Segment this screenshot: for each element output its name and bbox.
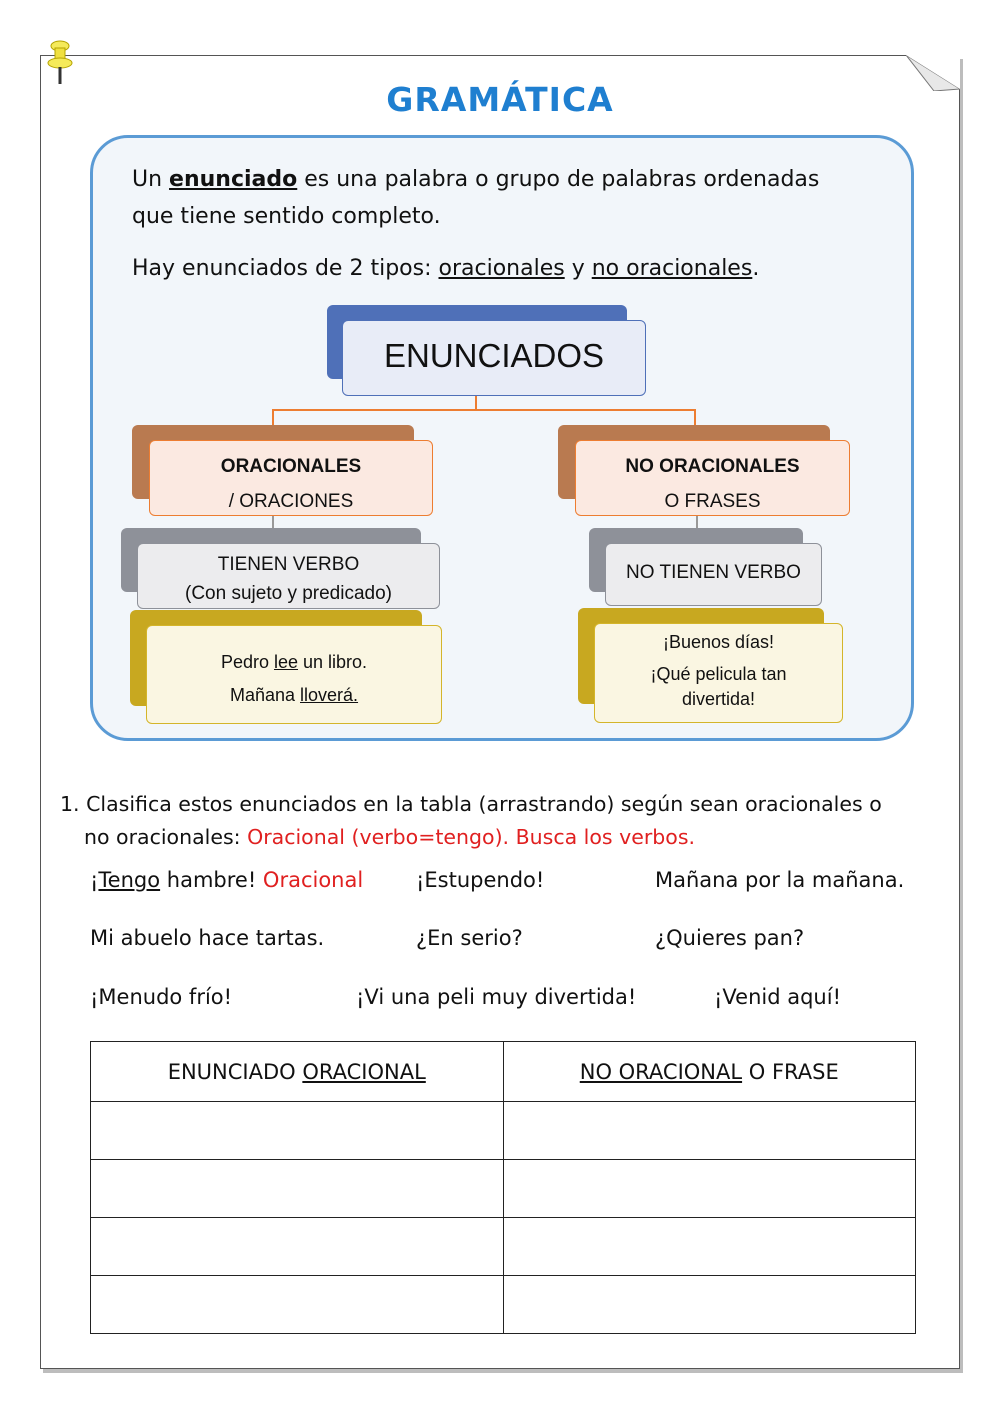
connector-horizontal <box>272 409 696 411</box>
draggable-item-menudo-frio[interactable]: ¡Menudo frío! <box>90 985 233 1009</box>
draggable-item-vi-una-peli[interactable]: ¡Vi una peli muy divertida! <box>356 985 637 1009</box>
page-title: GRAMÁTICA <box>386 80 614 119</box>
table-row <box>91 1102 916 1160</box>
root-node-enunciados: ENUNCIADOS <box>342 320 646 396</box>
classification-table <box>90 1041 916 1334</box>
drop-zone-oracional[interactable] <box>91 1160 504 1218</box>
node-no-tienen-verbo: NO TIENEN VERBO <box>605 543 822 606</box>
draggable-item-en-serio[interactable]: ¿En serio? <box>416 926 523 950</box>
draggable-item-manana[interactable]: Mañana por la mañana. <box>655 868 905 892</box>
table-row <box>91 1218 916 1276</box>
answer-oracional: Oracional <box>262 868 364 892</box>
draggable-item-tengo-hambre[interactable]: ¡Tengo hambre! Oracional <box>90 868 364 892</box>
drop-zone-no-oracional[interactable] <box>503 1276 916 1334</box>
table-row <box>91 1160 916 1218</box>
drop-zone-no-oracional[interactable] <box>503 1218 916 1276</box>
drop-zone-no-oracional[interactable] <box>503 1160 916 1218</box>
example-manana-llovera: Mañana lloverá. <box>229 685 359 705</box>
types-line: Hay enunciados de 2 tipos: oracionales y no oracionales. <box>132 256 760 281</box>
header-oracional: ENUNCIADO ORACIONAL <box>91 1042 504 1102</box>
header-no-oracional: NO ORACIONAL O FRASE <box>503 1042 916 1102</box>
definition-line-2: que tiene sentido completo. <box>132 204 441 229</box>
table-header-row <box>91 1042 916 1102</box>
node-no-oracionales: NO ORACIONALES O FRASES <box>575 440 850 516</box>
node-tienen-verbo: TIENEN VERBO (Con sujeto y predicado) <box>137 543 440 609</box>
node-ejemplos-frases: ¡Buenos días! ¡Qué pelicula tan divertida! <box>594 623 843 723</box>
table-row <box>91 1276 916 1334</box>
drop-zone-oracional[interactable] <box>91 1276 504 1334</box>
draggable-item-quieres-pan[interactable]: ¿Quieres pan? <box>655 926 805 950</box>
drop-zone-no-oracional[interactable] <box>503 1102 916 1160</box>
exercise-instructions: 1. Clasifica estos enunciados en la tabla (arrastrando) según sean oracionales o no oracionales: Oracional (verbo=tengo). Busca los verbos. <box>60 792 882 849</box>
exercise-hint: Oracional (verbo=tengo). Busca los verbos. <box>247 825 696 849</box>
example-pedro-lee: Pedro lee un libro. <box>220 652 368 672</box>
draggable-item-estupendo[interactable]: ¡Estupendo! <box>416 868 545 892</box>
node-oracionales: ORACIONALES / ORACIONES <box>149 440 433 516</box>
example-buenos-dias: ¡Buenos días! <box>662 632 775 652</box>
draggable-item-venid-aqui[interactable]: ¡Venid aquí! <box>714 985 841 1009</box>
drop-zone-oracional[interactable] <box>91 1102 504 1160</box>
term-enunciado: enunciado <box>169 167 298 192</box>
draggable-item-abuelo[interactable]: Mi abuelo hace tartas. <box>90 926 325 950</box>
drop-zone-oracional[interactable] <box>91 1218 504 1276</box>
definition-line-1: Un enunciado es una palabra o grupo de palabras ordenadas <box>132 167 820 192</box>
connector-root <box>475 396 477 410</box>
node-ejemplos-oracionales <box>146 625 442 724</box>
